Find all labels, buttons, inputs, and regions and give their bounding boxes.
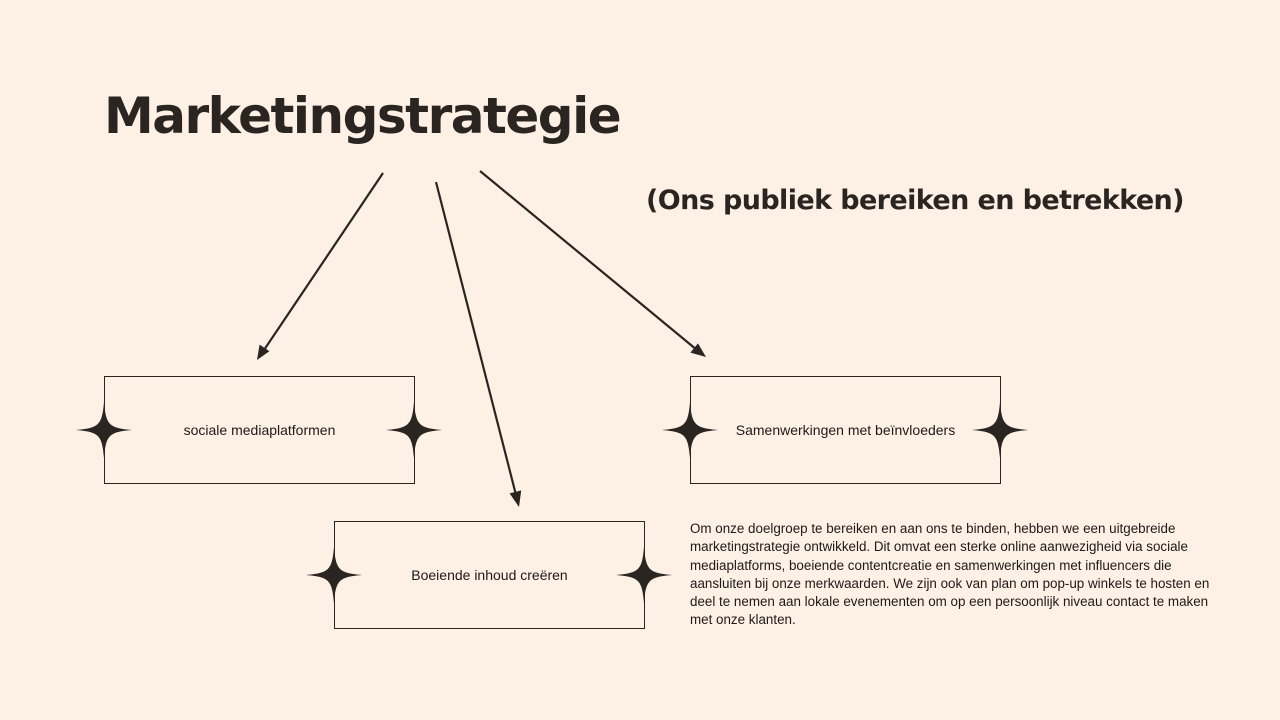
node-content-label: Boeiende inhoud creëren: [411, 567, 568, 583]
node-social-label: sociale mediaplatformen: [183, 422, 336, 438]
diagram-subtitle: (Ons publiek bereiken en betrekken): [646, 185, 1184, 216]
four-point-star-icon: [306, 547, 362, 603]
four-point-star-icon: [76, 402, 132, 458]
four-point-star-icon: [386, 402, 442, 458]
four-point-star-icon: [662, 402, 718, 458]
arrow-to-social: [257, 173, 383, 360]
node-social: [104, 376, 415, 484]
node-content: [334, 521, 645, 629]
node-influencers: [690, 376, 1001, 484]
arrow-to-content: [436, 182, 521, 507]
arrow-to-influencers: [480, 171, 706, 357]
node-influencers-label: Samenwerkingen met beïnvloeders: [735, 422, 956, 438]
strategy-description: Om onze doelgroep te bereiken en aan ons te binden, hebben we een uitgebreide marketingstrategie ontwikkeld. Dit omvat een sterke online aanwezigheid via sociale mediaplatforms, boeiende contentcreatie en samenwerkingen met influencers die aansluiten bij onze merkwaarden. We zijn ook van plan om pop-up winkels te hosten en deel te nemen aan lokale evenementen om op een persoonlijk niveau contact te maken met onze klanten.: [690, 521, 1210, 628]
four-point-star-icon: [972, 402, 1028, 458]
diagram-title: Marketingstrategie: [104, 87, 621, 145]
four-point-star-icon: [616, 547, 672, 603]
